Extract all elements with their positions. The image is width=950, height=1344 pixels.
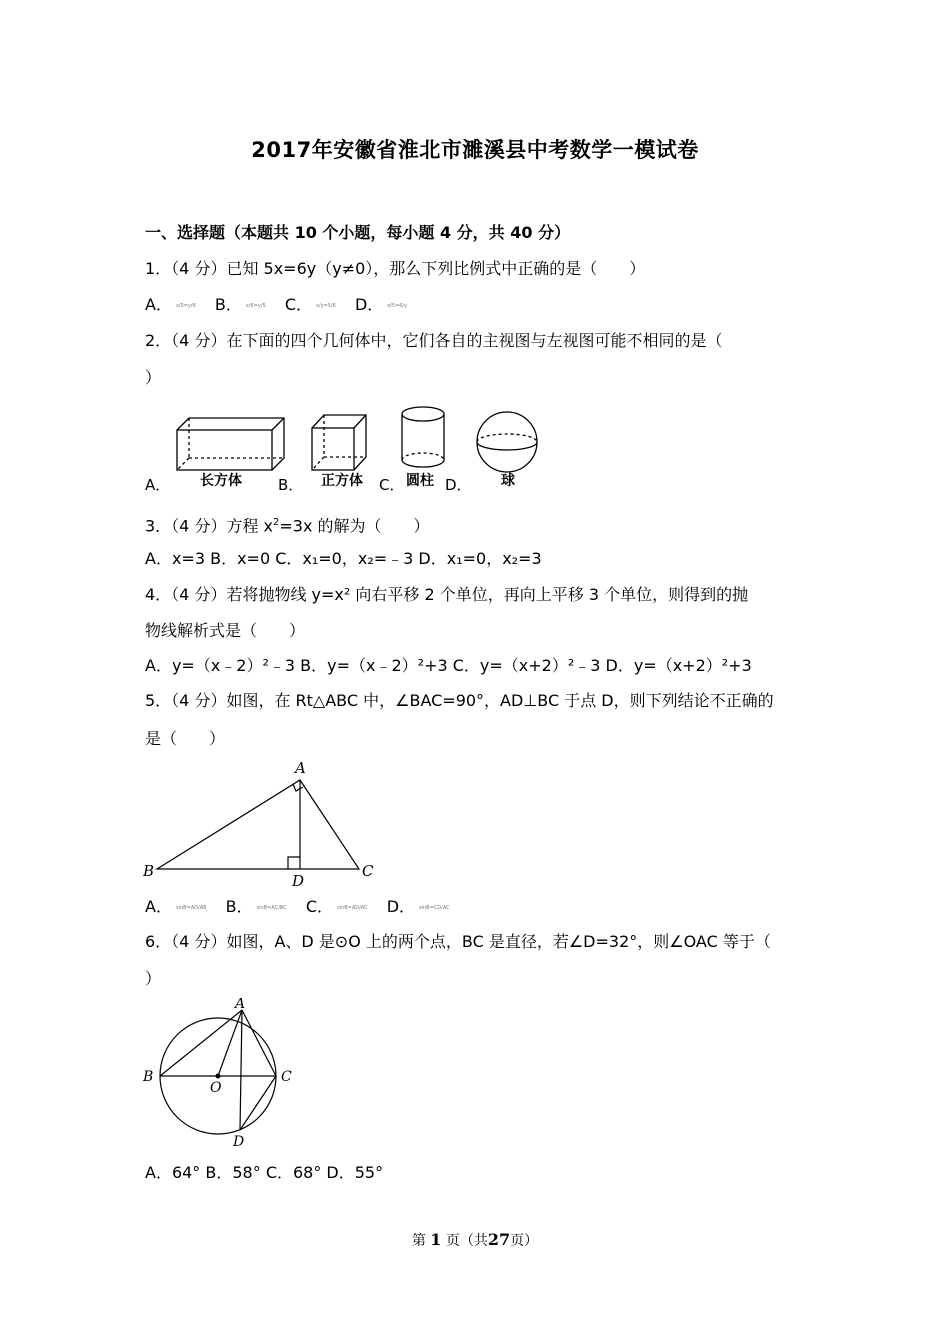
triangle-abc <box>157 780 359 869</box>
point-c-label: C <box>362 862 374 880</box>
q5-option-c: C． sinB=AD/AC <box>305 897 368 916</box>
point-b-label: B <box>143 862 155 880</box>
q2-option-b: B． <box>278 476 304 494</box>
q1-option-d: D． x/5=6/y <box>354 295 408 314</box>
question-6-stem-line1: 6．（4 分）如图，A、D 是⊙O 上的两个点，BC 是直径，若∠D=32°，则∠OAC 等于（ <box>145 932 771 951</box>
page-footer: 第 1 页（共27页） <box>411 1230 539 1249</box>
q1-option-b: B． x/6=y/5 <box>214 295 266 314</box>
q5-option-d: D． sinB=CD/AC <box>386 897 450 916</box>
question-5-stem-line2: 是（ ） <box>145 729 226 748</box>
question-5-options <box>145 896 464 919</box>
chord-ad <box>240 1010 242 1130</box>
question-3-stem: 3．（4 分）方程 $x^2=3x$ 的解为（ ） <box>145 516 430 536</box>
question-5-stem-line1: 5．（4 分）如图，在 Rt△ABC 中，∠BAC=90°，AD⊥BC 于点 D，则下列结论不正确的 <box>145 691 774 710</box>
point-d-label: D <box>292 872 305 890</box>
label-cuboid: 长方体 <box>200 473 242 489</box>
circle-point-c-label: C <box>281 1069 292 1085</box>
question-6-stem-line2: ） <box>145 969 162 988</box>
question-4-options: A．y=（x﹣2）²﹣3 B．y=（x﹣2）²+3 C．y=（x+2）²﹣3 D．y=（x+2）²+3 <box>145 656 752 675</box>
question-2-stem-line2: ） <box>145 368 162 387</box>
current-page-number: 1 <box>430 1230 442 1249</box>
label-cube: 正方体 <box>321 473 363 489</box>
label-sphere: 球 <box>501 473 515 489</box>
question-3-options: A．x=3 B．x=0 C．x₁=0，x₂=﹣3 D．x₁=0，x₂=3 <box>145 549 542 568</box>
q2-option-c: C． <box>379 476 405 494</box>
circle-point-b-label: B <box>143 1069 154 1085</box>
label-cylinder: 圆柱 <box>406 473 434 489</box>
chord-ac <box>242 1010 276 1076</box>
circle-point-d-label: D <box>233 1134 245 1150</box>
exam-title: 2017年安徽省淮北市濉溪县中考数学一模试卷 <box>251 138 699 162</box>
chord-dc <box>240 1076 276 1130</box>
cuboid-front <box>177 430 272 470</box>
q5-option-b: B． sinB=AC/BC <box>225 897 287 916</box>
total-pages: 27 <box>487 1230 511 1249</box>
center-dot <box>216 1074 221 1079</box>
circle-point-a-label: A <box>235 998 246 1012</box>
q6-circle-figure <box>140 998 310 1150</box>
section-heading: 一、选择题（本题共 10 个小题，每小题 4 分，共 40 分） <box>145 223 571 242</box>
question-2-stem-line1: 2．（4 分）在下面的四个几何体中，它们各自的主视图与左视图可能不相同的是（ <box>145 331 723 350</box>
question-6-options: A．64° B．58° C．68° D．55° <box>145 1163 384 1182</box>
circle-center-o-label: O <box>210 1080 222 1096</box>
question-4-stem-line2: 物线解析式是（ ） <box>145 621 306 640</box>
q2-option-d: D． <box>445 476 472 494</box>
question-1-stem: 1．（4 分）已知 5x=6y（y≠0），那么下列比例式中正确的是（ ） <box>145 259 646 278</box>
sphere-outline <box>477 412 537 472</box>
q1-option-c: C． x/y=5/6 <box>284 295 336 314</box>
right-angle-a <box>293 784 303 791</box>
question-4-stem-line1: 4．（4 分）若将抛物线 y=x² 向右平移 2 个单位，再向上平移 3 个单位，则得到的抛 <box>145 585 749 604</box>
right-angle-d <box>288 857 300 869</box>
q2-option-a: A． <box>145 476 171 494</box>
q1-option-a: A． x/5=y/6 <box>145 295 196 314</box>
cylinder-top <box>402 407 444 421</box>
q5-option-a: A． sinB=AD/AB <box>145 897 207 916</box>
point-a-label: A <box>295 759 306 777</box>
cuboid-back-edges <box>177 418 284 470</box>
q5-triangle-figure <box>140 755 390 890</box>
question-1-options <box>145 294 421 317</box>
